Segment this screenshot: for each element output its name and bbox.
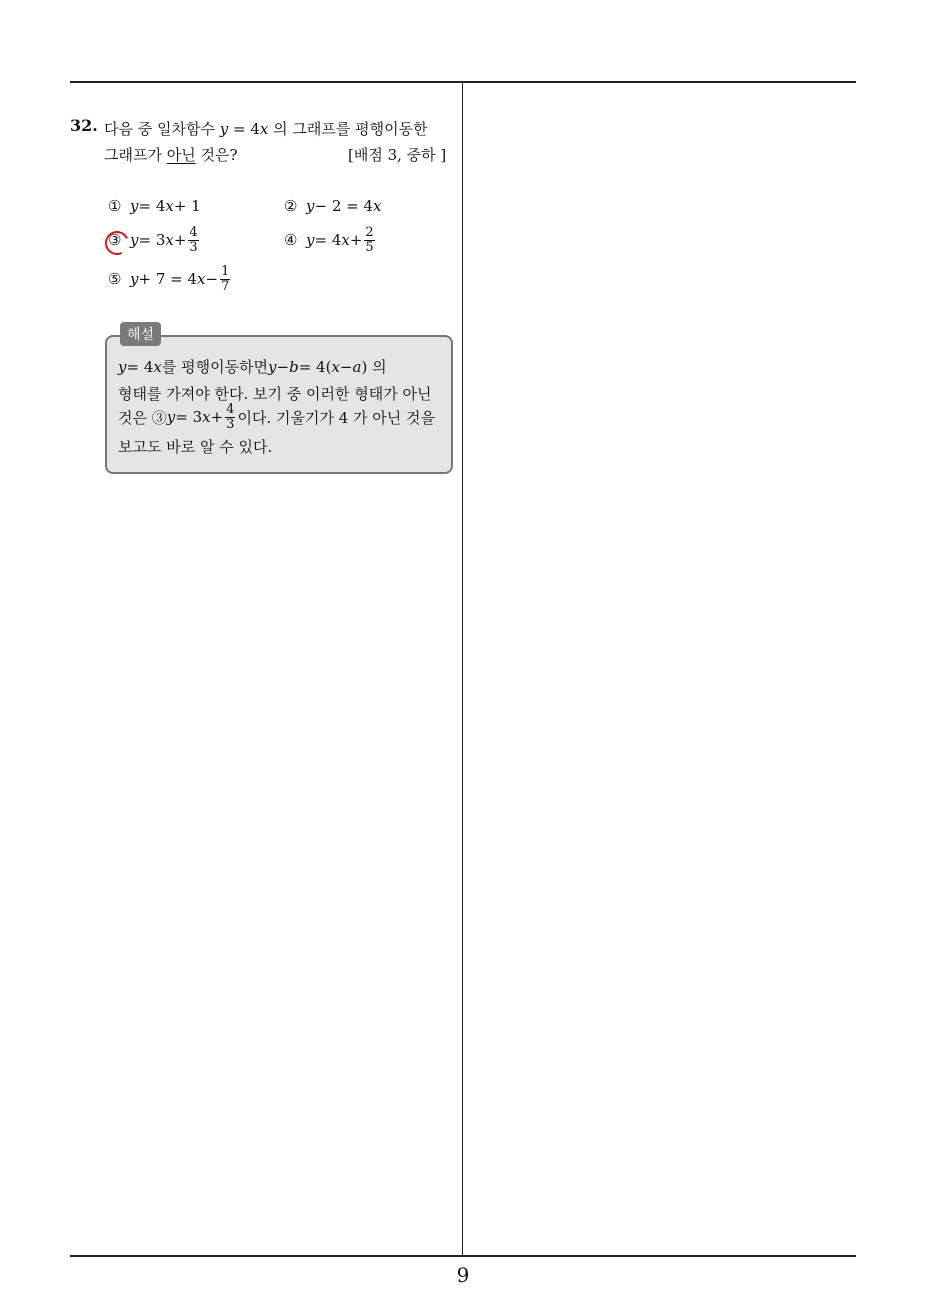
choice-3[interactable]: ③ y = 3 x + $\frac{4}{3}$ [108,225,198,255]
solution-tag: 해설 [120,322,161,346]
choice-5[interactable]: ⑤ y + 7 = 4 x − $\frac{1}{7}$ [108,264,230,294]
question-text-line1: 다음 중 일차함수 y = 4x 의 그래프를 평행이동한 [104,120,428,138]
solution-line4: 보고도 바로 알 수 있다. [118,438,273,456]
fraction: $\frac{1}{7}$ [221,264,230,294]
question-number: 32. [70,116,98,135]
question-text-line2: 그래프가 아닌 것은? [104,146,238,164]
choice-1[interactable]: ① y = 4 x + 1 [108,197,201,215]
emphasis-not: 아닌 [166,146,196,164]
fraction: $\frac{2}{5}$ [365,225,374,255]
choice-4[interactable]: ④ y = 4 x + $\frac{2}{5}$ [284,225,374,255]
solution-line1: y = 4 x 를 평행이동하면 y − b = 4( x − a ) 의 [118,357,387,376]
solution-line3: 것은 ③ y = 3 x + $\frac{4}{3}$ 이다. 기울기가 4 가 아닌 것을 [118,402,435,432]
page-number: 9 [456,1263,470,1287]
fraction: $\frac{4}{3}$ [189,225,198,255]
column-divider [462,82,463,1257]
score-difficulty: [배점 3, 중하 ] [348,146,447,164]
solution-line2: 형태를 가져야 한다. 보기 중 이러한 형태가 아닌 [118,385,432,403]
bottom-rule [70,1255,856,1257]
top-rule [70,81,856,83]
fraction: $\frac{4}{3}$ [226,402,235,432]
choice-2[interactable]: ② y − 2 = 4 x [284,197,382,215]
